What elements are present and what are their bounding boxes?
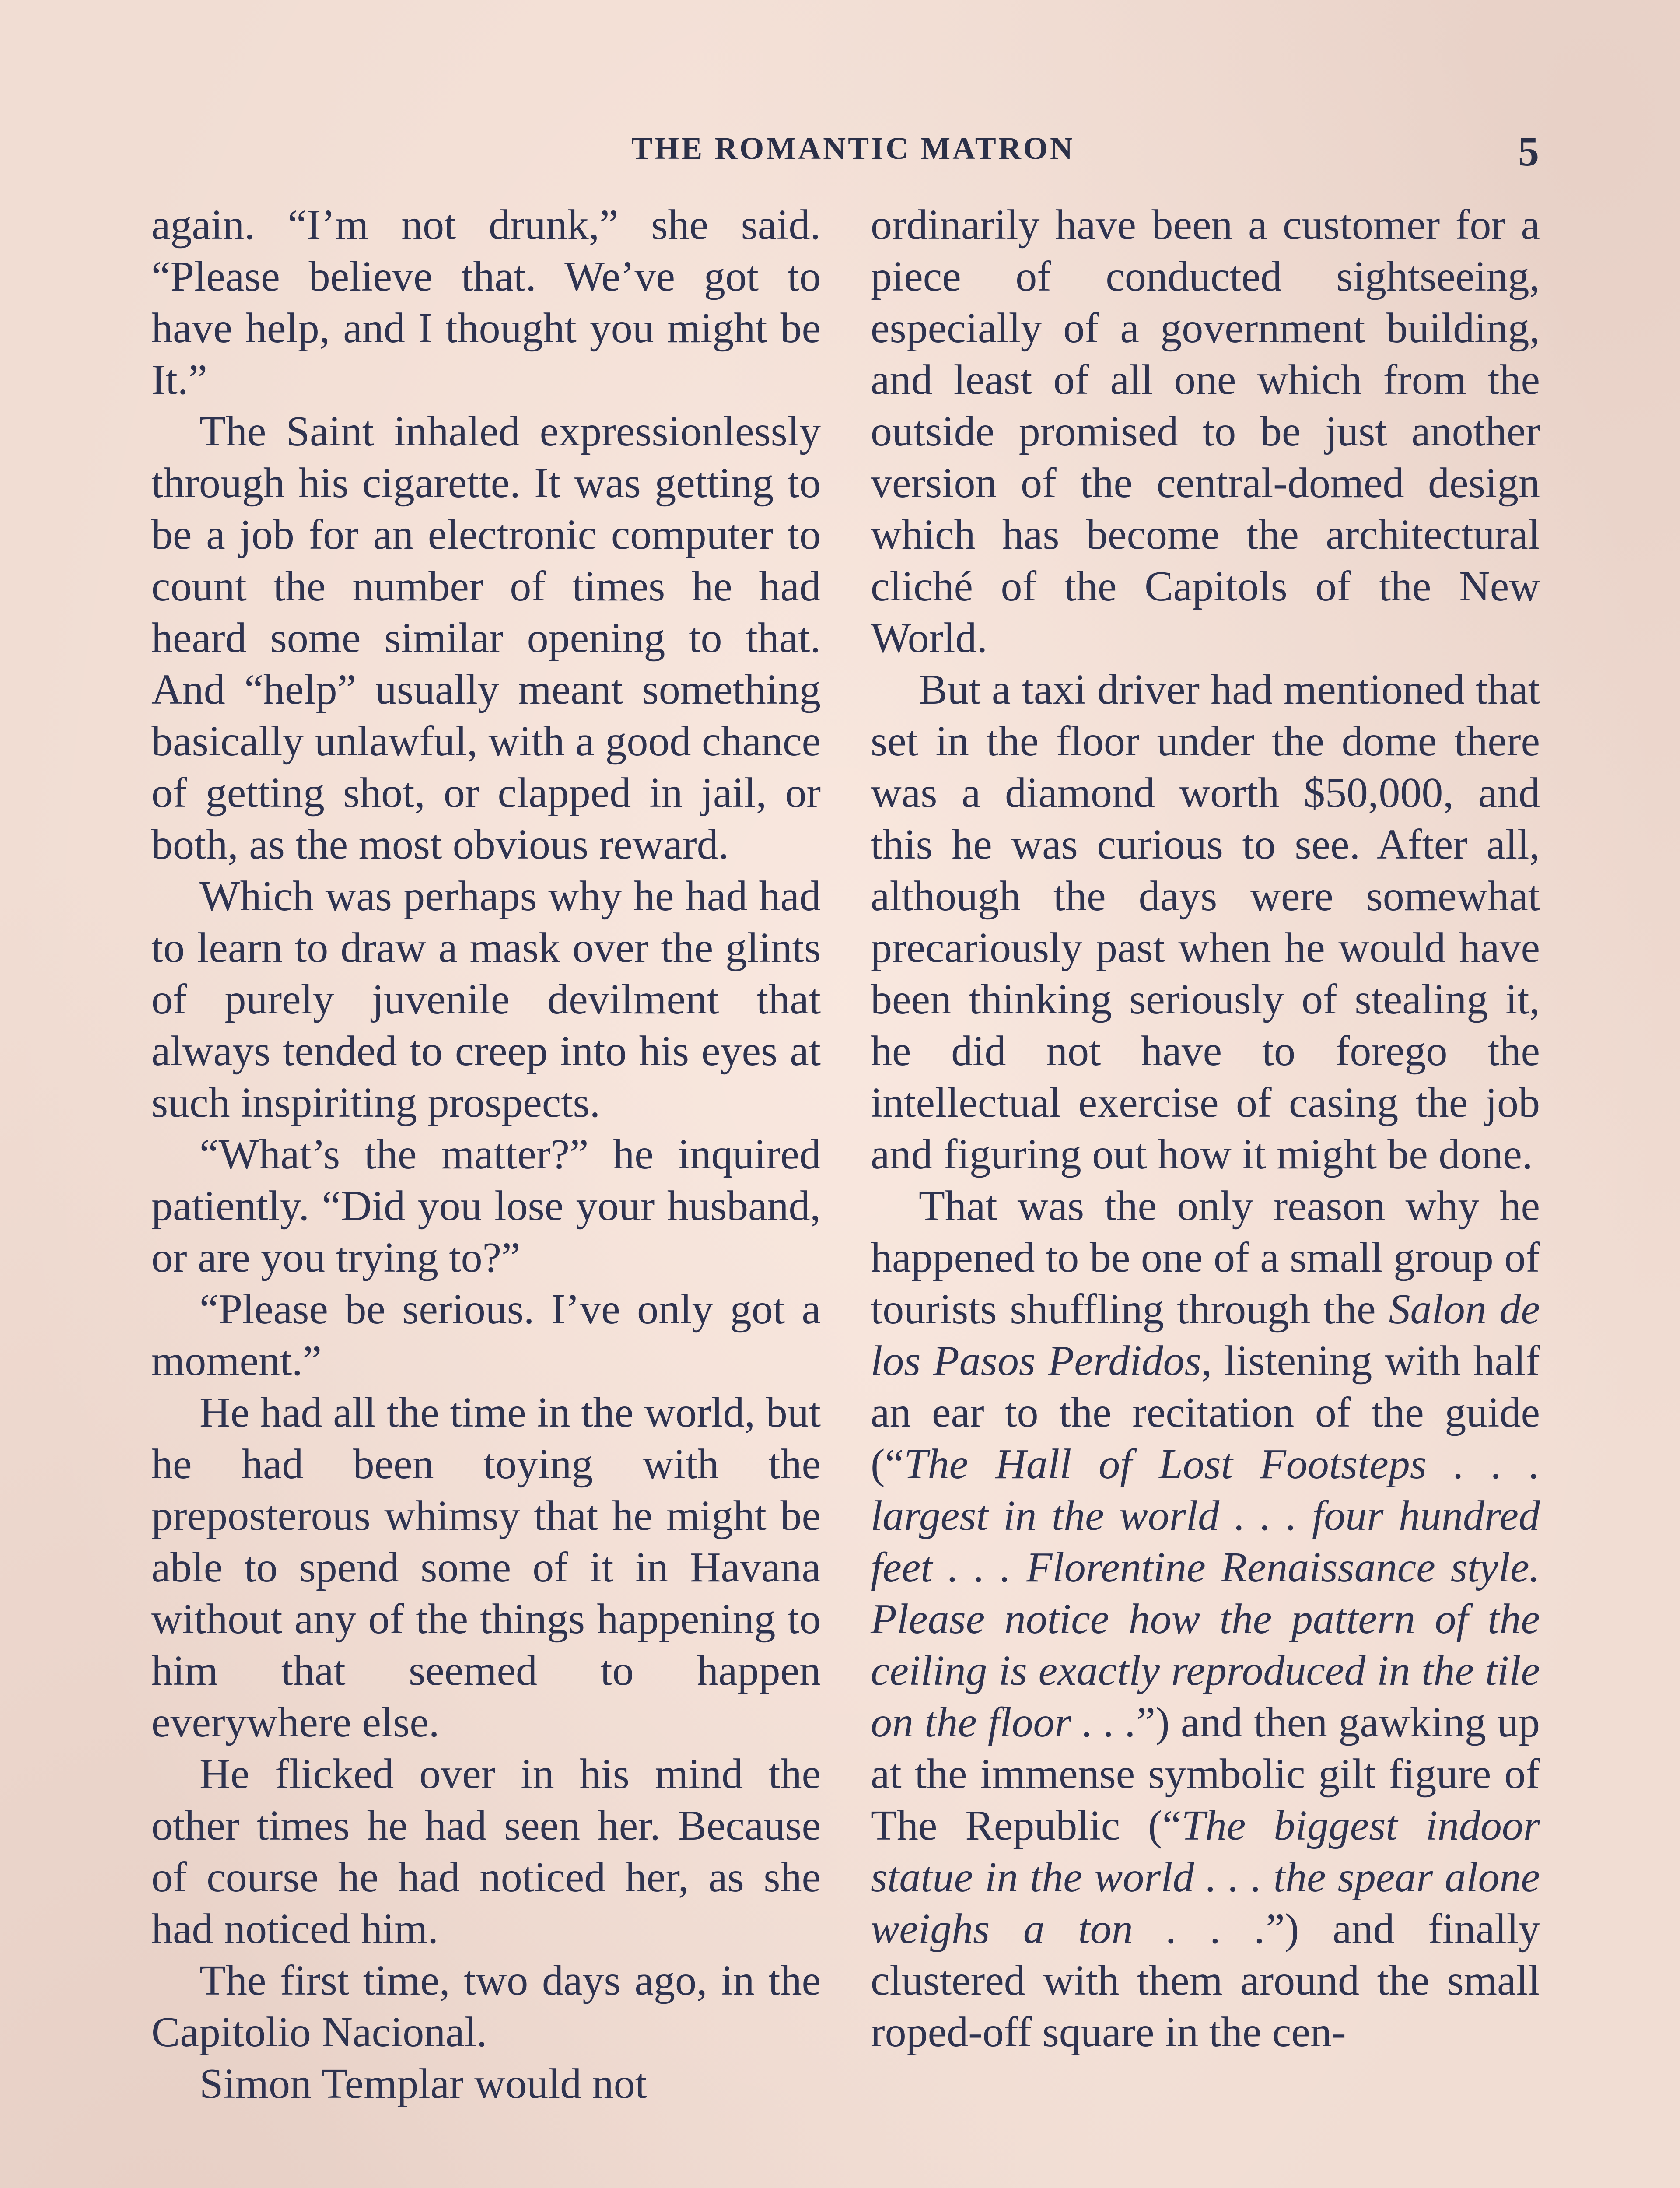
page-number: 5 <box>1518 128 1539 175</box>
italic-text-run: The Hall of Lost Footsteps . . . largest in the world . . . four hundred feet . . . Florentine Renaissance style. Please notice how the pattern of the ceiling is exactly reproduced in the tile on the floor . . . <box>871 1441 1540 1746</box>
paragraph: Which was perhaps why he had had to learn to draw a mask over the glints of purely juvenile devilment that always tended to creep into his eyes at such inspiriting prospects. <box>151 873 821 1126</box>
paragraph: The first time, two days ago, in the Capitolio Nacional. <box>151 1957 821 2056</box>
right-text-column <box>871 199 1540 2058</box>
paragraph: The Saint inhaled expressionlessly through his cigarette. It was getting to be a job for an electronic computer to count the number of times he had heard some similar opening to that. And “help” usually meant something basically unlawful, with a good chance of getting shot, or clapped in jail, or both, as the most obvious reward. <box>151 408 821 868</box>
paragraph <box>871 1180 1540 2058</box>
paragraph: ordinarily have been a customer for a piece of conducted sightseeing, especially of a government building, and least of all one which from the outside promised to be just another version of the central-domed design which has become the architectural cliché of the Capitols of the New World. <box>871 201 1540 662</box>
left-text-column <box>151 199 821 2110</box>
paragraph: Simon Templar would not <box>200 2060 648 2107</box>
paragraph: again. “I’m not drunk,” she said. “Please believe that. We’ve got to have help, and I thought you might be It.” <box>151 201 821 403</box>
text-run: ”) and then gawking up at the immense symbolic gilt figure of The Republic (“ <box>871 1699 1540 1849</box>
paragraph: “What’s the matter?” he inquired patiently. “Did you lose your husband, or are you trying to?” <box>151 1131 821 1281</box>
text-run: ”) and finally clustered with them around the small roped-off square in the cen- <box>871 1905 1540 2056</box>
paragraph: But a taxi driver had mentioned that set in the floor under the dome there was a diamond worth $50,000, and this he was curious to see. After all, although the days were somewhat precariously past when he would have been thinking seriously of stealing it, he did not have to forego the intellectual exercise of casing the job and figuring out how it might be done. <box>871 666 1540 1178</box>
text-run: That was the only reason why he happened to be one of a small group of tourists shuffling through the <box>871 1182 1540 1333</box>
text-run: listening with half an ear to the recitation of the guide (“ <box>871 1337 1540 1488</box>
paragraph: He had all the time in the world, but he had been toying with the preposterous whimsy that he might be able to spend some of it in Havana without any of the things happening to him that seemed to happen everywhere else. <box>151 1389 821 1746</box>
italic-text-run: The biggest indoor statue in the world . . . the spear alone weighs a ton . . . <box>871 1802 1540 1953</box>
italic-text-run: Salon de los Pasos Perdidos, <box>871 1286 1540 1385</box>
paragraph: He flicked over in his mind the other times he had seen her. Because of course he had noticed her, as she had noticed him. <box>151 1750 821 1953</box>
paragraph: “Please be serious. I’ve only got a moment.” <box>151 1286 821 1385</box>
running-head-title: THE ROMANTIC MATRON <box>631 131 1075 166</box>
